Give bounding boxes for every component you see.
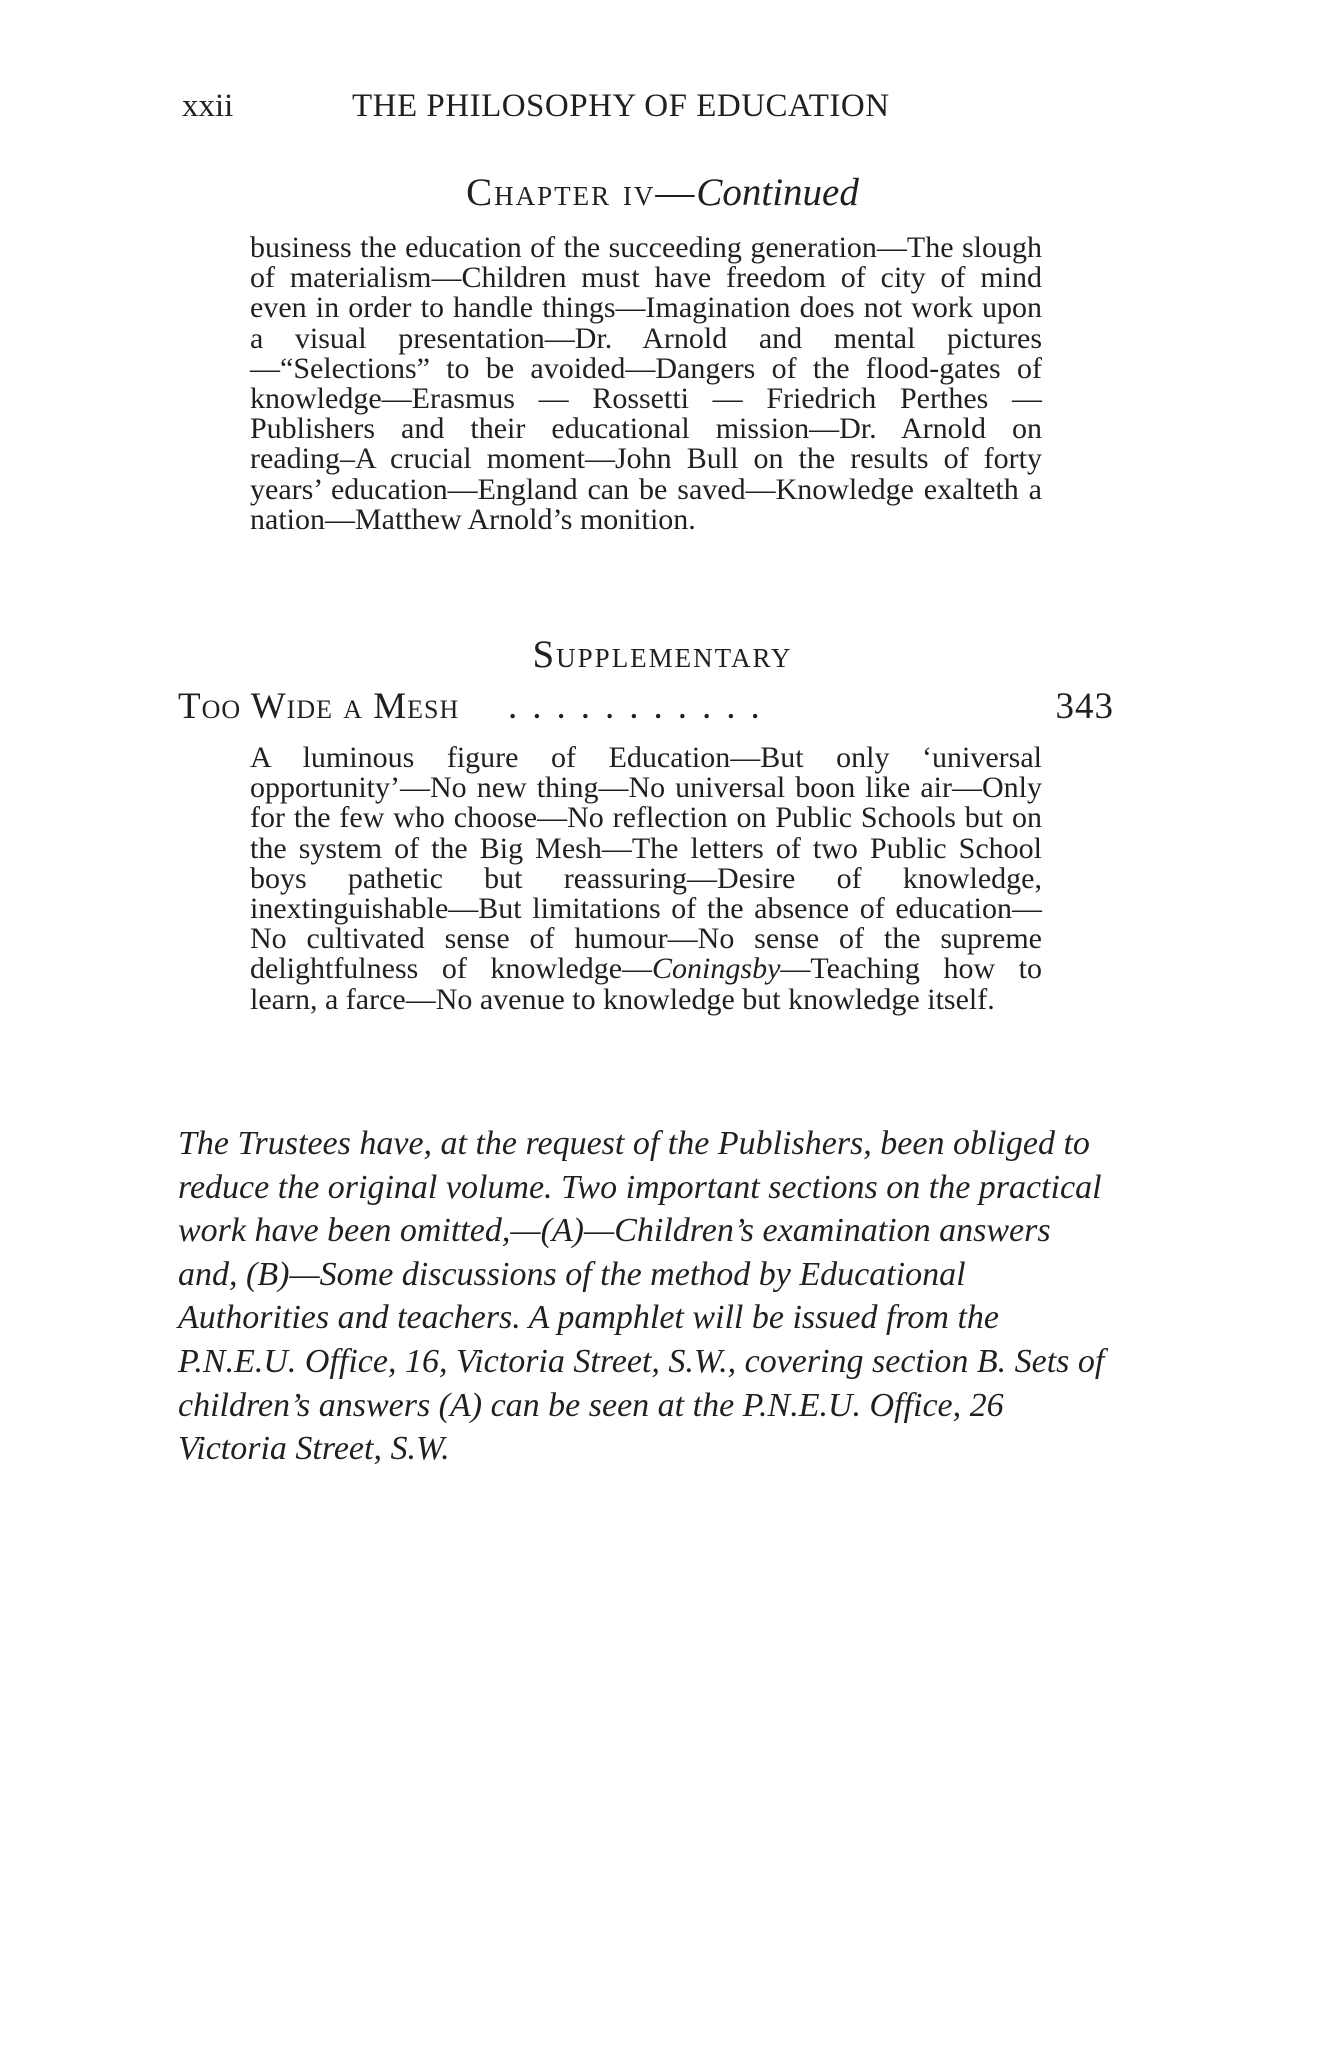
chapter-continued: Continued: [696, 171, 859, 214]
supplementary-heading: Supplementary: [532, 633, 793, 676]
supplementary-summary-text-end: —Teaching how to learn, a farce—No avenue to knowledge but knowledge itself.: [250, 952, 1043, 1016]
supplementary-summary: [250, 743, 1042, 1015]
page-number: xxii: [182, 88, 234, 124]
chapter-summary: business the education of the succeeding generation—The slough of materialism—Children must have freedom of city of mind even in order to handle things—Imagination does not work upon a visual presentation—Dr. Arnold and mental pictures—“Selections” to be avoided—Dangers of the flood-gates of knowledge—Erasmus — Rossetti — Friedrich Perthes — Publishers and their educational mission—Dr. Arnold on reading–A crucial moment—John Bull on the results of forty years’ education—England can be saved—Knowledge exalteth a nation—Matthew Arnold’s monition.: [250, 231, 1042, 536]
running-title: THE PHILOSOPHY OF EDUCATION: [352, 88, 890, 124]
trustees-note: The Trustees have, at the request of the Publishers, been obliged to reduce the original volume. Two important sections on the practical work have been omitted,—(A)—Children’s examination answers and, (B)—Some discussions of the method by Educational Authorities and teachers. A pamphlet will be issued from the P.N.E.U. Office, 16, Victoria Street, S.W., covering section B. Sets of children’s answers (A) can be seen at the P.N.E.U. Office, 26 Victoria Street, S.W.: [178, 1125, 1105, 1468]
supplementary-summary-text: A luminous figure of Education—But only ‘universal opportunity’—No new thing—No universal boon like air—Only for the few who choose—No reflection on Public Schools but on the system of the Big Mesh—The letters of two Public School boys pathetic but reassuring—Desire of knowledge, inextinguishable—But limitations of the absence of education—No cultivated sense of humour—No sense of the supreme delightfulness of knowledge—: [250, 741, 1042, 986]
toc-entry-title: Too Wide a Mesh: [178, 686, 460, 727]
toc-entry: [178, 685, 1114, 731]
toc-dot-leader: ...........: [508, 686, 775, 727]
chapter-label: Chapter iv—: [466, 171, 697, 214]
running-head: [182, 88, 1122, 132]
toc-entry-page: 343: [1055, 686, 1114, 727]
coningsby-title: Coningsby: [652, 952, 781, 986]
chapter-heading: [0, 170, 1325, 215]
